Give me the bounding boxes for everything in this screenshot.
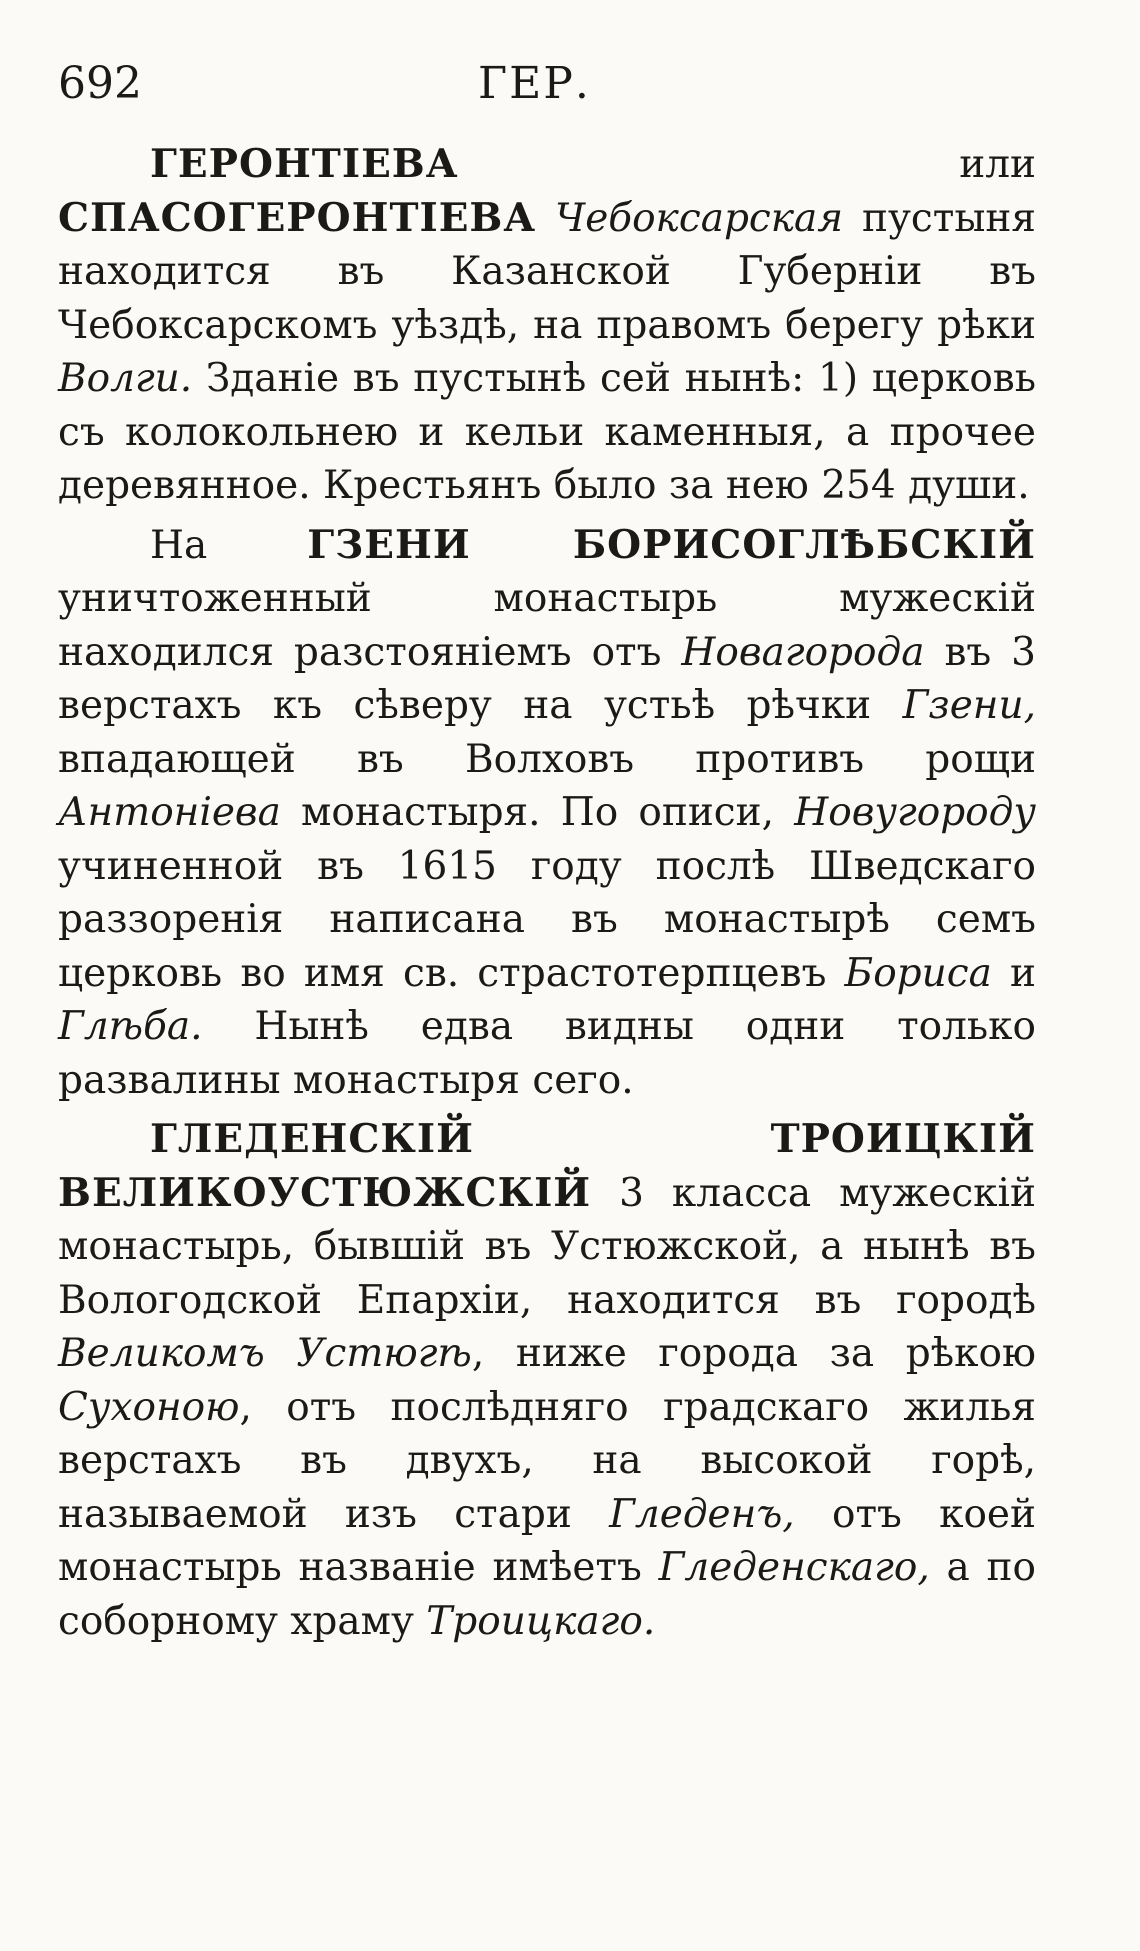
entry-heading-alt: СПАСОГЕРОНТІЕВА (58, 194, 537, 241)
entry-text: или (458, 142, 1036, 187)
entry-italic-text: Бориса (844, 950, 992, 996)
entry-italic-text: Чебоксарская (555, 195, 844, 241)
entry-gzeni (58, 519, 1036, 1108)
entry-italic-text: Антоніева (58, 790, 281, 835)
entry-italic-text: Великомъ Устюгѣ (58, 1331, 472, 1376)
entry-text: На (150, 522, 308, 568)
entry-text: Зданіе въ пустынѣ сей нынѣ: 1) церковь съ колокольнею и кельи каменныя, а прочее деревянное. Крестьянъ было за нею 254 души. (58, 356, 1036, 508)
entry-text: Нынѣ едва видны одни только развалины монастыря сего. (58, 1004, 1036, 1103)
entry-italic-text: Новагорода (681, 629, 925, 675)
entry-text: и (991, 950, 1037, 996)
entry-text: учиненной въ 1615 году послѣ Шведскаго раззоренія написана въ монастырѣ семъ церковь во имя св. страстотерпцевъ (58, 843, 1036, 996)
entry-text: а по соборному храму (58, 1545, 1036, 1644)
entry-heading: ГЗЕНИ БОРИСОГЛѢБСКІЙ (307, 521, 1036, 568)
entry-italic-text: Сухоною (58, 1384, 240, 1430)
page-header (58, 58, 1036, 138)
entry-text: , ниже города за рѣкою (471, 1331, 1036, 1376)
entry-heading: ГЕРОНТІЕВА (150, 141, 459, 187)
entry-italic-text: Гзени, (902, 683, 1036, 728)
book-page (58, 58, 1036, 1648)
entry-text: 3 класса мужескій монастырь, бывшій въ Устюжской, а нынѣ въ Вологодской Епархіи, находится въ городѣ (58, 1170, 1036, 1323)
entry-gerontieva (58, 138, 1036, 513)
entry-italic-text: Волги. (58, 356, 193, 401)
entry-text: уничтоженный монастырь мужескій находился разстояніемъ отъ (58, 576, 1036, 675)
entry-text: въ 3 верстахъ къ сѣверу на устьѣ рѣчки (58, 629, 1036, 728)
entry-italic-text: Глѣба. (58, 1004, 203, 1049)
entry-heading: ГЛЕДЕНСКІЙ ТРОИЦКІЙ ВЕЛИКОУСТЮЖСКІЙ (58, 1116, 1036, 1216)
entry-gledenskiy (58, 1113, 1036, 1648)
entry-italic-text: Гледенъ, (609, 1491, 795, 1537)
entry-text: отъ коей монастырь названіе имѣетъ (58, 1491, 1036, 1590)
entry-text: пустыня находится въ Казанской Губерніи въ Чебоксарскомъ уѣздѣ, на правомъ берегу рѣки (58, 195, 1036, 348)
page-number: 692 (58, 58, 142, 109)
entry-text: монастыря. По описи, (280, 790, 795, 835)
entry-italic-text: Троицкаго. (426, 1598, 656, 1644)
entry-text: , отъ послѣдняго градскаго жилья верстахъ въ двухъ, на высокой горѣ, называемой изъ стари (58, 1384, 1036, 1537)
running-head: ГЕР. (478, 58, 591, 109)
entry-text: впадающей въ Волховъ противъ рощи (58, 736, 1036, 782)
entry-italic-text: Новугороду (794, 790, 1036, 835)
entry-italic-text: Гледенскаго, (658, 1545, 930, 1590)
